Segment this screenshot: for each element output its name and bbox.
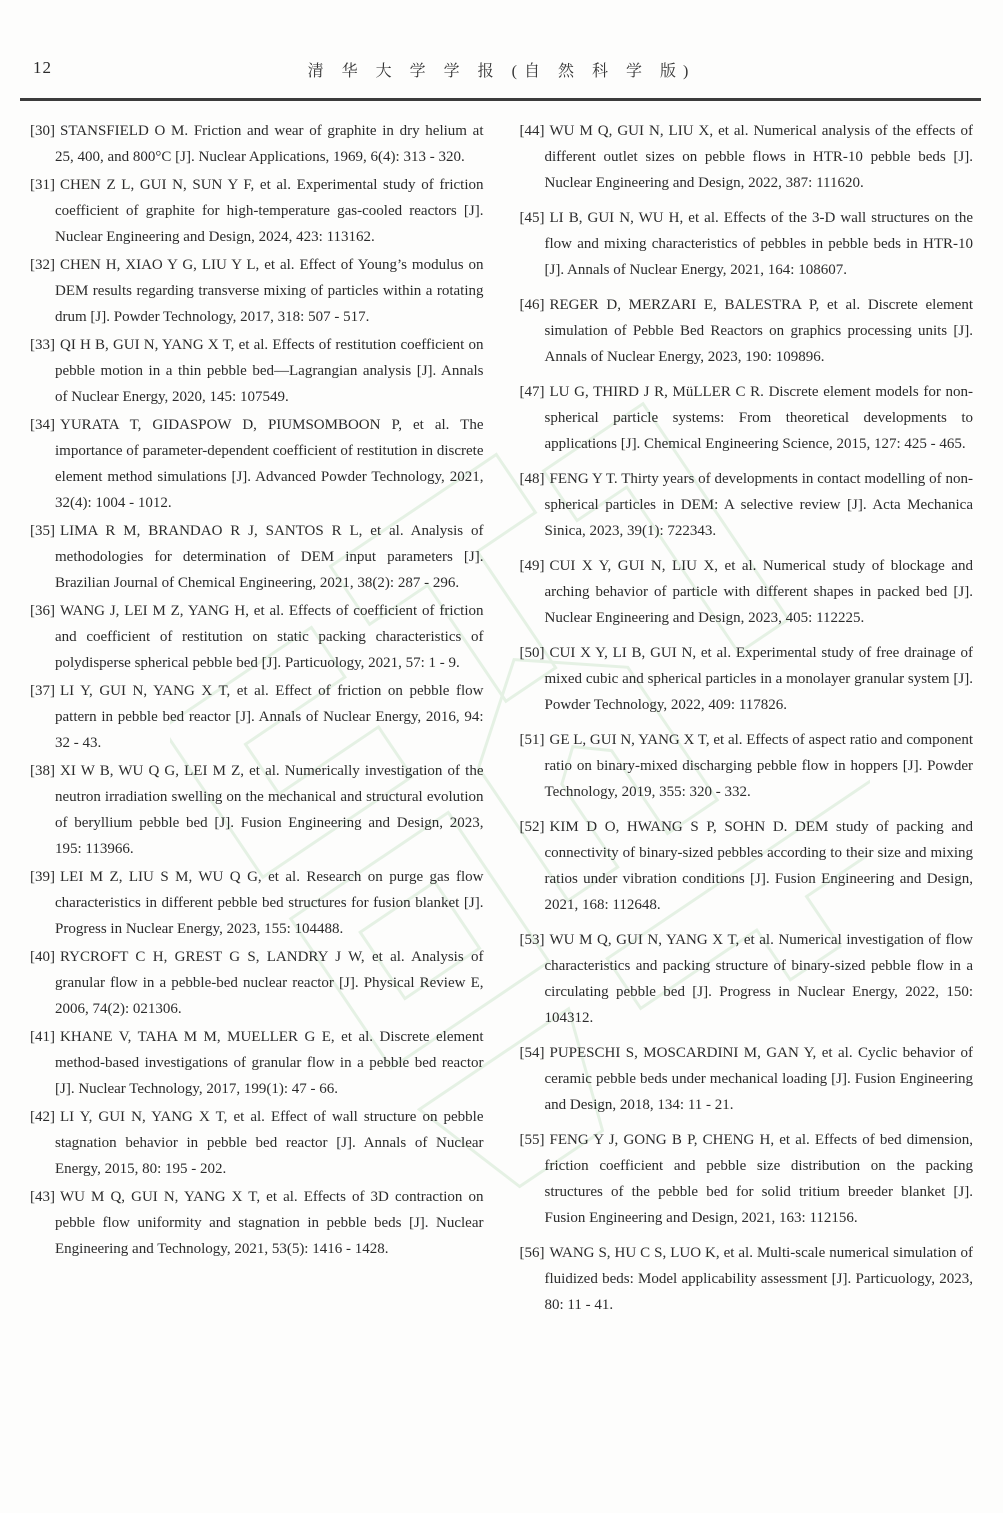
reference-text: XI W B, WU Q G, LEI M Z, et al. Numerically investigation of the neutron irradiation swelling on the mechanical and structural evolution of beryllium pebble bed [J]. Fusion Engineering and Design, 2023, 195: 113966. [55, 763, 484, 857]
reference-number: [44] [519, 123, 545, 139]
reference-text: QI H B, GUI N, YANG X T, et al. Effects of restitution coefficient on pebble motion in a thin pebble bed—Lagrangian analysis [J]. Annals of Nuclear Energy, 2020, 145: 107549. [55, 337, 484, 405]
reference-number: [30] [30, 123, 55, 139]
reference-number: [38] [30, 763, 55, 779]
page-number: 12 [33, 58, 52, 77]
reference-number: [43] [30, 1189, 55, 1205]
reference-number: [33] [30, 337, 55, 353]
reference-text: LI B, GUI N, WU H, et al. Effects of the 3-D wall structures on the flow and mixing characteristics of pebbles in pebble beds in HTR-10 [J]. Annals of Nuclear Energy, 2021, 164: 108607. [544, 210, 973, 278]
reference-text: RYCROFT C H, GREST G S, LANDRY J W, et al. Analysis of granular flow in a pebble-bed nuclear reactor [J]. Physical Review E, 2006, 74(2): 021306. [55, 949, 484, 1017]
reference-number: [48] [519, 471, 545, 487]
reference-number: [32] [30, 257, 55, 273]
reference-text: LI Y, GUI N, YANG X T, et al. Effect of friction on pebble flow pattern in pebble bed reactor [J]. Annals of Nuclear Energy, 2016, 94: 32 - 43. [55, 683, 484, 751]
reference-text: KIM D O, HWANG S P, SOHN D. DEM study of packing and connectivity of binary-sized pebbles according to their size and mixing ratios under vibration conditions [J]. Fusion Engineering and Design, 2021, 168: 112648. [544, 819, 973, 913]
reference-item [30, 758, 484, 862]
reference-text: REGER D, MERZARI E, BALESTRA P, et al. Discrete element simulation of Pebble Bed Reactors on graphics processing units [J]. Annals of Nuclear Energy, 2023, 190: 109896. [544, 297, 973, 365]
reference-text: WANG S, HU C S, LUO K, et al. Multi-scale numerical simulation of fluidized beds: Model applicability assessment [J]. Particuology, 2023, 80: 11 - 41. [544, 1245, 973, 1313]
references-right-column [520, 118, 974, 1327]
reference-item [520, 379, 974, 457]
reference-item [30, 864, 484, 942]
reference-text: CHEN Z L, GUI N, SUN Y F, et al. Experimental study of friction coefficient of graphite for high-temperature gas-cooled reactors [J]. Nuclear Engineering and Design, 2024, 423: 113162. [55, 177, 484, 245]
reference-number: [54] [519, 1045, 545, 1061]
reference-item [520, 640, 974, 718]
reference-item [30, 332, 484, 410]
reference-text: CUI X Y, LI B, GUI N, et al. Experimental study of free drainage of mixed cubic and spherical particles in a monolayer granular system [J]. Powder Technology, 2022, 409: 117826. [544, 645, 973, 713]
reference-text: WANG J, LEI M Z, YANG H, et al. Effects of coefficient of friction and coefficient of restitution on static packing characteristics of polydisperse spherical pebble bed [J]. Particuology, 2021, 57: 1 - 9. [55, 603, 484, 671]
reference-item [520, 727, 974, 805]
reference-item [30, 118, 484, 170]
reference-number: [34] [30, 417, 55, 433]
reference-text: CHEN H, XIAO Y G, LIU Y L, et al. Effect of Young’s modulus on DEM results regarding transverse mixing of particles within a rotating drum [J]. Powder Technology, 2017, 318: 507 - 517. [55, 257, 484, 325]
page-header [0, 0, 1003, 100]
journal-title: 清 华 大 学 学 报 (自 然 科 学 版) [307, 63, 696, 80]
reference-number: [53] [519, 932, 545, 948]
reference-number: [37] [30, 683, 55, 699]
reference-text: FENG Y T. Thirty years of developments in contact modelling of non-spherical particles in DEM: A selective review [J]. Acta Mechanica Sinica, 2023, 39(1): 722343. [544, 471, 973, 539]
reference-number: [56] [519, 1245, 545, 1261]
reference-text: LI Y, GUI N, YANG X T, et al. Effect of wall structure on pebble stagnation behavior in pebble bed reactor [J]. Annals of Nuclear Energy, 2015, 80: 195 - 202. [55, 1109, 484, 1177]
reference-number: [46] [519, 297, 545, 313]
reference-number: [51] [519, 732, 545, 748]
reference-item [30, 678, 484, 756]
reference-text: FENG Y J, GONG B P, CHENG H, et al. Effects of bed dimension, friction coefficient and pebble size distribution on the packing structures of the pebble bed for solid tritium breeder blanket [J]. Fusion Engineering and Design, 2021, 163: 112156. [544, 1132, 973, 1226]
reference-number: [41] [30, 1029, 55, 1045]
reference-item [520, 1127, 974, 1231]
references-section [0, 100, 1003, 1327]
reference-item [520, 292, 974, 370]
reference-item [30, 1024, 484, 1102]
reference-item [30, 1184, 484, 1262]
reference-text: LEI M Z, LIU S M, WU Q G, et al. Research on purge gas flow characteristics in different pebble bed structures for fusion blanket [J]. Progress in Nuclear Energy, 2023, 155: 104488. [55, 869, 484, 937]
reference-text: KHANE V, TAHA M M, MUELLER G E, et al. Discrete element method-based investigations of granular flow in a pebble bed reactor [J]. Nuclear Technology, 2017, 199(1): 47 - 66. [55, 1029, 484, 1097]
reference-item [30, 598, 484, 676]
reference-number: [31] [30, 177, 55, 193]
reference-number: [42] [30, 1109, 55, 1125]
reference-number: [50] [519, 645, 545, 661]
reference-item [30, 252, 484, 330]
reference-number: [47] [519, 384, 545, 400]
reference-text: WU M Q, GUI N, YANG X T, et al. Effects of 3D contraction on pebble flow uniformity and stagnation in pebble beds [J]. Nuclear Engineering and Technology, 2021, 53(5): 1416 - 1428. [55, 1189, 484, 1257]
reference-item [520, 466, 974, 544]
reference-item [520, 1040, 974, 1118]
reference-number: [49] [519, 558, 545, 574]
references-left-column [30, 118, 484, 1327]
reference-item [30, 412, 484, 516]
reference-item [520, 118, 974, 196]
reference-number: [45] [519, 210, 545, 226]
reference-text: YURATA T, GIDASPOW D, PIUMSOMBOON P, et al. The importance of parameter-dependent coefficient of restitution in discrete element method simulations [J]. Advanced Powder Technology, 2021, 32(4): 1004 - 1012. [55, 417, 484, 511]
reference-item [30, 172, 484, 250]
reference-number: [55] [519, 1132, 545, 1148]
reference-item [520, 814, 974, 918]
reference-text: WU M Q, GUI N, YANG X T, et al. Numerical investigation of flow characteristics and packing structure of binary-sized pebble flow in a circulating pebble bed [J]. Progress in Nuclear Energy, 2022, 150: 104312. [544, 932, 973, 1026]
reference-text: CUI X Y, GUI N, LIU X, et al. Numerical study of blockage and arching behavior of particle with different shapes in packed bed [J]. Nuclear Engineering and Design, 2023, 405: 112225. [544, 558, 973, 626]
reference-item [520, 205, 974, 283]
reference-number: [35] [30, 523, 55, 539]
reference-text: WU M Q, GUI N, LIU X, et al. Numerical analysis of the effects of different outlet sizes on pebble flows in HTR-10 pebble beds [J]. Nuclear Engineering and Design, 2022, 387: 111620. [544, 123, 973, 191]
reference-item [520, 553, 974, 631]
reference-item [30, 944, 484, 1022]
reference-text: STANSFIELD O M. Friction and wear of graphite in dry helium at 25, 400, and 800°C [J]. Nuclear Applications, 1969, 6(4): 313 - 320. [55, 123, 484, 165]
reference-text: PUPESCHI S, MOSCARDINI M, GAN Y, et al. Cyclic behavior of ceramic pebble beds under mechanical loading [J]. Fusion Engineering and Design, 2018, 134: 11 - 21. [544, 1045, 973, 1113]
reference-item [30, 518, 484, 596]
reference-item [30, 1104, 484, 1182]
reference-text: LU G, THIRD J R, MüLLER C R. Discrete element models for non-spherical particle systems: From theoretical developments to applications [J]. Chemical Engineering Science, 2015, 127: 425 - 465. [544, 384, 973, 452]
reference-item [520, 1240, 974, 1318]
reference-number: [36] [30, 603, 55, 619]
reference-item [520, 927, 974, 1031]
reference-number: [39] [30, 869, 55, 885]
reference-number: [40] [30, 949, 55, 965]
reference-text: GE L, GUI N, YANG X T, et al. Effects of aspect ratio and component ratio on binary-mixed discharging pebble flow in hoppers [J]. Powder Technology, 2019, 355: 320 - 332. [544, 732, 973, 800]
reference-text: LIMA R M, BRANDAO R J, SANTOS R L, et al. Analysis of methodologies for determination of DEM input parameters [J]. Brazilian Journal of Chemical Engineering, 2021, 38(2): 287 - 296. [55, 523, 484, 591]
reference-number: [52] [519, 819, 545, 835]
